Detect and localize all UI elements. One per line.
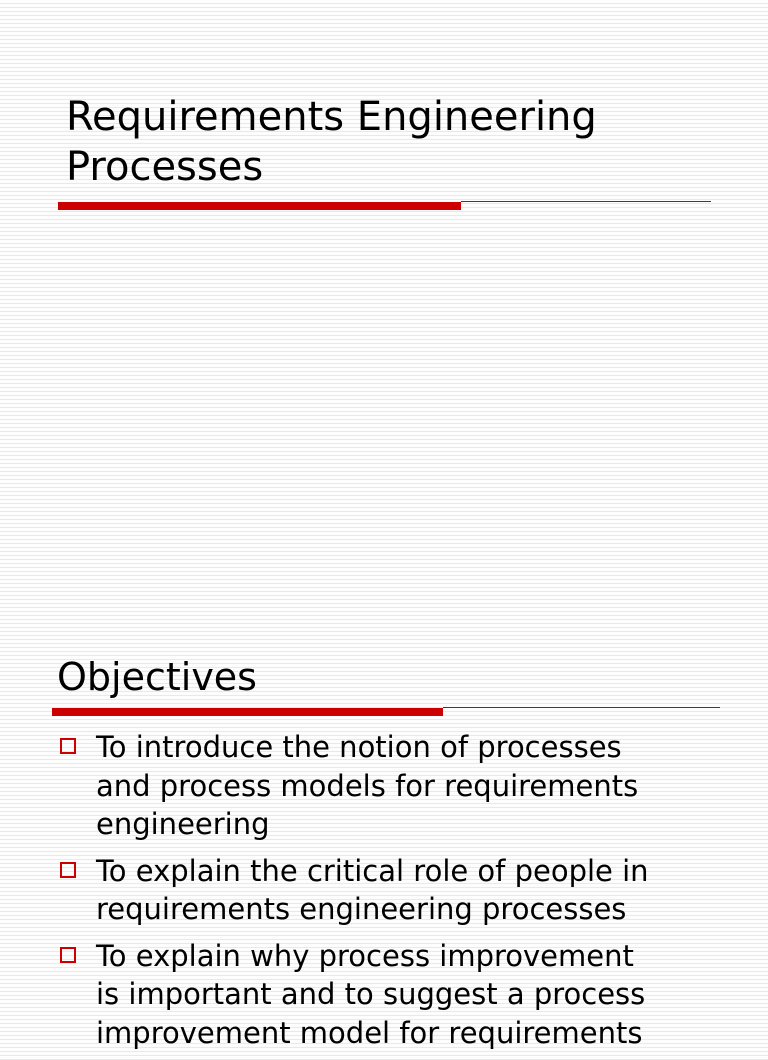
bullet-line: and process models for requirements (96, 768, 639, 803)
title-underline-thin (443, 707, 720, 708)
bullet-line: To introduce the notion of processes (96, 730, 622, 764)
bullet-line: is important and to suggest a process (96, 977, 646, 1011)
hollow-square-icon (60, 862, 76, 878)
bullet-line: To explain the critical role of people in (96, 853, 649, 888)
title-underline-thin (461, 201, 711, 202)
title-underline-thick (52, 708, 443, 716)
list-item (59, 852, 759, 929)
bullet-line: improvement model for requirements (96, 1015, 643, 1050)
title-underline-thick (58, 202, 461, 210)
title-line-1: Requirements Engineering (66, 94, 597, 140)
slide-title: Objectives (57, 655, 257, 699)
hollow-square-icon (60, 947, 76, 963)
objectives-list (59, 728, 759, 1060)
bullet-line: requirements engineering processes (96, 892, 627, 926)
hollow-square-icon (60, 738, 76, 754)
title-line-2: Processes (66, 144, 264, 190)
list-item (59, 728, 759, 844)
bullet-line: To explain why process improvement (96, 938, 634, 973)
bullet-line: engineering (96, 807, 270, 841)
slide-objectives (0, 640, 768, 1050)
slide-title (66, 92, 726, 192)
list-item (59, 937, 759, 1053)
